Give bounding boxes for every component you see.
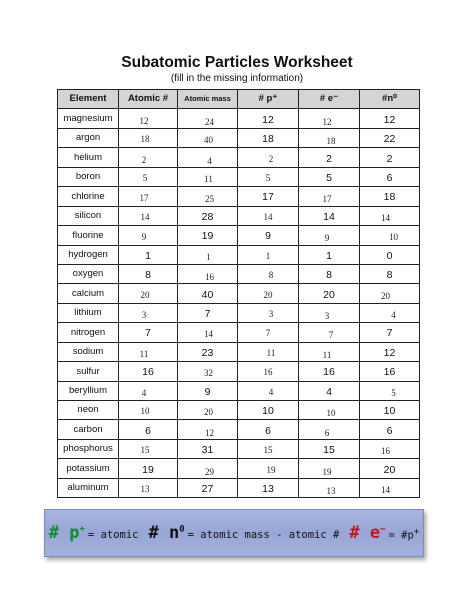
handwritten-answer: 4 <box>268 386 274 397</box>
table-body <box>58 109 420 498</box>
cell-protons <box>238 245 299 264</box>
cell-neutrons <box>360 323 420 342</box>
cell-protons <box>238 459 299 478</box>
printed-value: 4 <box>326 385 332 398</box>
cell-atomic-mass <box>178 381 238 400</box>
table-row <box>58 128 420 147</box>
handwritten-answer: 15 <box>263 445 273 456</box>
cell-atomic-mass <box>178 245 238 264</box>
cell-electrons <box>299 206 360 225</box>
cell-protons <box>238 206 299 225</box>
printed-value: 8 <box>326 269 332 282</box>
element-name: potassium <box>58 459 119 478</box>
element-name: chlorine <box>58 187 119 206</box>
printed-value: 18 <box>383 191 396 204</box>
handwritten-answer: 15 <box>140 445 150 456</box>
cell-electrons <box>299 109 360 128</box>
handwritten-answer: 2 <box>268 153 274 164</box>
handwritten-answer: 18 <box>140 134 150 145</box>
printed-value: 9 <box>204 385 211 398</box>
cell-electrons <box>299 420 360 439</box>
cell-neutrons <box>360 264 420 283</box>
cell-atomic-number <box>119 264 178 283</box>
handwritten-answer: 7 <box>265 328 271 339</box>
printed-value: 27 <box>201 482 214 495</box>
printed-value: 8 <box>145 269 151 282</box>
printed-value: 1 <box>326 249 332 262</box>
handwritten-answer: 17 <box>139 193 149 204</box>
subatomic-table <box>57 89 420 498</box>
printed-value: 22 <box>383 133 396 146</box>
handwritten-answer: 20 <box>263 289 273 300</box>
printed-value: 23 <box>201 346 214 359</box>
handwritten-answer: 11 <box>322 349 332 360</box>
cell-atomic-number <box>119 420 178 439</box>
cell-neutrons <box>360 439 420 458</box>
cell-atomic-mass <box>178 439 238 458</box>
cell-neutrons <box>360 459 420 478</box>
printed-value: 17 <box>262 191 274 204</box>
col-header-atomic-mass: Atomic mass <box>178 90 238 109</box>
cell-electrons <box>299 362 360 381</box>
cell-protons <box>238 187 299 206</box>
cell-atomic-number <box>119 128 178 147</box>
printed-value: 8 <box>386 269 393 282</box>
printed-value: 2 <box>386 152 393 165</box>
cell-atomic-mass <box>178 459 238 478</box>
element-name: aluminum <box>58 478 119 497</box>
cell-atomic-number <box>119 459 178 478</box>
cell-neutrons <box>360 109 420 128</box>
handwritten-answer: 19 <box>266 464 276 475</box>
cell-electrons <box>299 226 360 245</box>
worksheet-title: Subatomic Particles Worksheet <box>121 54 353 71</box>
printed-value: 12 <box>262 113 274 126</box>
printed-value: 10 <box>383 405 396 418</box>
table-row <box>58 303 420 322</box>
cell-neutrons <box>360 167 420 186</box>
cell-electrons <box>299 323 360 342</box>
cell-atomic-number <box>119 226 178 245</box>
cell-electrons <box>299 167 360 186</box>
handwritten-answer: 40 <box>204 135 213 146</box>
formula-banner <box>44 509 424 557</box>
col-header-element: Element <box>58 90 119 109</box>
cell-neutrons <box>360 381 420 400</box>
cell-protons <box>238 284 299 303</box>
cell-atomic-number <box>119 362 178 381</box>
element-name: calcium <box>58 284 119 303</box>
cell-protons <box>238 323 299 342</box>
cell-neutrons <box>360 148 420 167</box>
electron-symbol: # e– <box>349 523 386 543</box>
handwritten-answer: 13 <box>326 485 336 496</box>
handwritten-answer: 2 <box>141 154 147 165</box>
printed-value: 2 <box>326 152 332 165</box>
printed-value: 1 <box>145 249 151 262</box>
handwritten-answer: 16 <box>263 367 273 378</box>
cell-atomic-mass <box>178 420 238 439</box>
table-row <box>58 226 420 245</box>
printed-value: 12 <box>383 113 396 126</box>
cell-atomic-number <box>119 109 178 128</box>
cell-electrons <box>299 401 360 420</box>
cell-atomic-number <box>119 478 178 497</box>
cell-protons <box>238 362 299 381</box>
handwritten-answer: 24 <box>205 116 214 127</box>
handwritten-answer: 4 <box>207 155 212 166</box>
cell-atomic-number <box>119 439 178 458</box>
printed-value: 7 <box>386 327 393 340</box>
cell-electrons <box>299 187 360 206</box>
element-name: argon <box>58 128 119 147</box>
cell-electrons <box>299 459 360 478</box>
cell-protons <box>238 381 299 400</box>
table-row <box>58 109 420 128</box>
handwritten-answer: 5 <box>265 172 271 183</box>
cell-atomic-number <box>119 187 178 206</box>
cell-atomic-number <box>119 206 178 225</box>
printed-value: 28 <box>201 210 214 223</box>
cell-atomic-number <box>119 245 178 264</box>
cell-protons <box>238 420 299 439</box>
handwritten-answer: 14 <box>204 329 213 340</box>
table-row <box>58 401 420 420</box>
cell-neutrons <box>360 245 420 264</box>
cell-neutrons <box>360 342 420 361</box>
printed-value: 16 <box>383 366 396 379</box>
table-row <box>58 167 420 186</box>
cell-atomic-mass <box>178 187 238 206</box>
cell-protons <box>238 401 299 420</box>
handwritten-answer: 5 <box>391 387 396 398</box>
printed-value: 16 <box>323 366 335 379</box>
cell-electrons <box>299 439 360 458</box>
handwritten-answer: 29 <box>205 466 214 477</box>
handwritten-answer: 19 <box>322 466 332 477</box>
cell-atomic-mass <box>178 401 238 420</box>
printed-value: 12 <box>383 346 396 359</box>
cell-atomic-mass <box>178 478 238 497</box>
element-name: boron <box>58 167 119 186</box>
element-name: helium <box>58 148 119 167</box>
handwritten-answer: 9 <box>141 232 147 243</box>
cell-neutrons <box>360 284 420 303</box>
cell-atomic-mass <box>178 323 238 342</box>
element-name: beryllium <box>58 381 119 400</box>
element-name: oxygen <box>58 264 119 283</box>
col-header-neutrons: #n⁰ <box>360 90 420 109</box>
cell-neutrons <box>360 226 420 245</box>
printed-value: 14 <box>323 210 335 223</box>
handwritten-answer: 3 <box>141 310 147 321</box>
handwritten-answer: 10 <box>140 406 150 417</box>
cell-neutrons <box>360 478 420 497</box>
handwritten-answer: 5 <box>142 172 148 183</box>
electron-formula <box>349 523 419 543</box>
handwritten-answer: 16 <box>381 446 390 457</box>
handwritten-answer: 11 <box>266 347 276 358</box>
printed-value: 31 <box>201 444 214 457</box>
handwritten-answer: 9 <box>324 233 330 244</box>
cell-protons <box>238 109 299 128</box>
cell-atomic-mass <box>178 109 238 128</box>
col-header-protons: # p⁺ <box>238 90 299 109</box>
cell-atomic-number <box>119 148 178 167</box>
printed-value: 6 <box>386 171 393 184</box>
handwritten-answer: 18 <box>326 136 336 147</box>
proton-rule: = atomic <box>87 529 139 541</box>
cell-electrons <box>299 128 360 147</box>
electron-rule: = #p+ <box>388 526 420 541</box>
cell-neutrons <box>360 303 420 322</box>
handwritten-answer: 12 <box>205 427 214 438</box>
neutron-symbol: # $n^0$ <box>148 523 185 543</box>
printed-value: 6 <box>386 424 393 437</box>
cell-atomic-mass <box>178 148 238 167</box>
neutron-formula <box>149 523 340 543</box>
element-name: sodium <box>58 342 119 361</box>
proton-symbol: # p+ <box>48 523 85 543</box>
handwritten-answer: 14 <box>381 212 390 223</box>
table-row <box>58 439 420 458</box>
table-row <box>58 148 420 167</box>
handwritten-answer: 1 <box>265 250 271 261</box>
table-row <box>58 206 420 225</box>
cell-atomic-mass <box>178 303 238 322</box>
cell-protons <box>238 478 299 497</box>
handwritten-answer: 20 <box>140 289 150 300</box>
handwritten-answer: 3 <box>324 311 330 322</box>
cell-electrons <box>299 303 360 322</box>
table-row <box>58 459 420 478</box>
printed-value: 40 <box>201 288 214 301</box>
cell-electrons <box>299 245 360 264</box>
cell-protons <box>238 226 299 245</box>
cell-protons <box>238 148 299 167</box>
handwritten-answer: 10 <box>326 408 336 419</box>
cell-atomic-mass <box>178 362 238 381</box>
printed-value: 20 <box>383 463 396 476</box>
element-name: magnesium <box>58 109 119 128</box>
cell-neutrons <box>360 128 420 147</box>
element-name: lithium <box>58 303 119 322</box>
element-name: silicon <box>58 206 119 225</box>
cell-electrons <box>299 381 360 400</box>
cell-atomic-mass <box>178 284 238 303</box>
handwritten-answer: 12 <box>322 116 332 127</box>
handwritten-answer: 13 <box>140 483 150 494</box>
cell-atomic-number <box>119 401 178 420</box>
printed-value: 0 <box>386 249 393 262</box>
handwritten-answer: 20 <box>204 407 213 418</box>
table-row <box>58 420 420 439</box>
cell-protons <box>238 167 299 186</box>
handwritten-answer: 20 <box>381 290 390 301</box>
printed-value: 6 <box>265 424 271 437</box>
cell-electrons <box>299 148 360 167</box>
cell-atomic-number <box>119 381 178 400</box>
element-name: carbon <box>58 420 119 439</box>
handwritten-answer: 1 <box>206 251 211 262</box>
table-row <box>58 323 420 342</box>
table-row <box>58 362 420 381</box>
col-header-electrons: # e⁻ <box>299 90 360 109</box>
handwritten-answer: 10 <box>389 232 398 243</box>
handwritten-answer: 14 <box>381 484 390 495</box>
element-name: neon <box>58 401 119 420</box>
element-name: phosphorus <box>58 439 119 458</box>
handwritten-answer: 8 <box>268 270 274 281</box>
table-row <box>58 264 420 283</box>
printed-value: 6 <box>145 424 151 437</box>
handwritten-answer: 7 <box>328 330 334 341</box>
proton-formula <box>49 523 139 543</box>
cell-atomic-mass <box>178 226 238 245</box>
handwritten-answer: 3 <box>268 309 274 320</box>
element-name: sulfur <box>58 362 119 381</box>
table-row <box>58 245 420 264</box>
cell-neutrons <box>360 420 420 439</box>
handwritten-answer: 6 <box>324 427 330 438</box>
table-row <box>58 478 420 497</box>
printed-value: 19 <box>201 230 214 243</box>
cell-atomic-mass <box>178 206 238 225</box>
cell-atomic-number <box>119 284 178 303</box>
table-row <box>58 381 420 400</box>
printed-value: 7 <box>204 308 211 321</box>
printed-value: 16 <box>142 366 154 379</box>
handwritten-answer: 11 <box>204 173 213 184</box>
cell-atomic-mass <box>178 342 238 361</box>
handwritten-answer: 14 <box>263 211 273 222</box>
cell-atomic-number <box>119 167 178 186</box>
printed-value: 13 <box>262 482 274 495</box>
handwritten-answer: 11 <box>139 348 149 359</box>
cell-protons <box>238 342 299 361</box>
printed-value: 15 <box>323 444 335 457</box>
worksheet-subtitle: (fill in the missing information) <box>170 73 304 84</box>
table-row <box>58 187 420 206</box>
printed-value: 10 <box>262 405 274 418</box>
printed-value: 20 <box>323 288 335 301</box>
handwritten-answer: 4 <box>141 387 147 398</box>
handwritten-answer: 25 <box>205 194 214 205</box>
cell-atomic-number <box>119 342 178 361</box>
cell-neutrons <box>360 362 420 381</box>
printed-value: 9 <box>265 230 271 243</box>
printed-value: 7 <box>145 327 151 340</box>
cell-protons <box>238 303 299 322</box>
handwritten-answer: 32 <box>204 368 213 379</box>
cell-neutrons <box>360 206 420 225</box>
element-name: hydrogen <box>58 245 119 264</box>
printed-value: 19 <box>142 463 154 476</box>
cell-protons <box>238 128 299 147</box>
handwritten-answer: 16 <box>205 272 214 283</box>
handwritten-answer: 12 <box>139 115 149 126</box>
cell-atomic-mass <box>178 167 238 186</box>
table-row <box>58 284 420 303</box>
cell-atomic-mass <box>178 264 238 283</box>
cell-neutrons <box>360 187 420 206</box>
cell-electrons <box>299 284 360 303</box>
cell-protons <box>238 264 299 283</box>
cell-atomic-number <box>119 323 178 342</box>
cell-electrons <box>299 264 360 283</box>
cell-atomic-mass <box>178 128 238 147</box>
cell-neutrons <box>360 401 420 420</box>
cell-electrons <box>299 478 360 497</box>
col-header-atomic-number: Atomic # <box>119 90 178 109</box>
cell-electrons <box>299 342 360 361</box>
handwritten-answer: 14 <box>140 211 150 222</box>
handwritten-answer: 4 <box>391 310 396 321</box>
table-row <box>58 342 420 361</box>
header-row <box>58 90 420 109</box>
printed-value: 5 <box>326 171 332 184</box>
handwritten-answer: 17 <box>322 194 332 205</box>
cell-protons <box>238 439 299 458</box>
element-name: fluorine <box>58 226 119 245</box>
neutron-rule: = atomic mass - atomic # <box>187 529 340 541</box>
printed-value: 18 <box>262 133 274 146</box>
element-name: nitrogen <box>58 323 119 342</box>
cell-atomic-number <box>119 303 178 322</box>
